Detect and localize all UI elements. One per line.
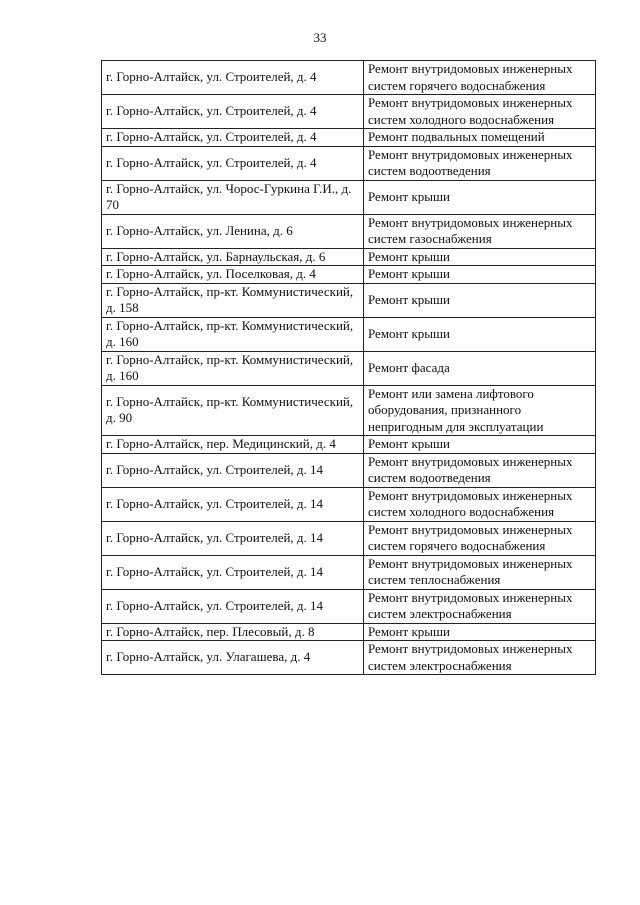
- table-row: [102, 641, 596, 675]
- table-row: [102, 214, 596, 248]
- work-type-cell: Ремонт крыши: [364, 248, 596, 266]
- work-type-cell: Ремонт внутридомовых инженерных систем холодного водоснабжения: [364, 487, 596, 521]
- address-cell: г. Горно-Алтайск, ул. Строителей, д. 4: [102, 129, 364, 147]
- address-cell: г. Горно-Алтайск, ул. Улагашева, д. 4: [102, 641, 364, 675]
- work-type-cell: Ремонт подвальных помещений: [364, 129, 596, 147]
- repair-table-container: [101, 60, 595, 675]
- work-type-cell: Ремонт внутридомовых инженерных систем электроснабжения: [364, 589, 596, 623]
- work-type-cell: Ремонт или замена лифтового оборудования, признанного непригодным для эксплуатации: [364, 385, 596, 436]
- address-cell: г. Горно-Алтайск, пр-кт. Коммунистический, д. 90: [102, 385, 364, 436]
- table-row: [102, 146, 596, 180]
- work-type-cell: Ремонт фасада: [364, 351, 596, 385]
- table-row: [102, 129, 596, 147]
- address-cell: г. Горно-Алтайск, ул. Строителей, д. 4: [102, 146, 364, 180]
- table-row: [102, 589, 596, 623]
- work-type-cell: Ремонт крыши: [364, 283, 596, 317]
- address-cell: г. Горно-Алтайск, ул. Строителей, д. 14: [102, 453, 364, 487]
- address-cell: г. Горно-Алтайск, ул. Строителей, д. 4: [102, 61, 364, 95]
- work-type-cell: Ремонт внутридомовых инженерных систем холодного водоснабжения: [364, 95, 596, 129]
- address-cell: г. Горно-Алтайск, ул. Строителей, д. 14: [102, 521, 364, 555]
- work-type-cell: Ремонт внутридомовых инженерных систем горячего водоснабжения: [364, 61, 596, 95]
- address-cell: г. Горно-Алтайск, ул. Строителей, д. 14: [102, 555, 364, 589]
- table-row: [102, 351, 596, 385]
- address-cell: г. Горно-Алтайск, пр-кт. Коммунистический, д. 160: [102, 317, 364, 351]
- table-row: [102, 555, 596, 589]
- work-type-cell: Ремонт крыши: [364, 180, 596, 214]
- work-type-cell: Ремонт внутридомовых инженерных систем горячего водоснабжения: [364, 521, 596, 555]
- table-row: [102, 385, 596, 436]
- table-row: [102, 248, 596, 266]
- table-row: [102, 317, 596, 351]
- address-cell: г. Горно-Алтайск, ул. Барнаульская, д. 6: [102, 248, 364, 266]
- table-row: [102, 266, 596, 284]
- address-cell: г. Горно-Алтайск, ул. Строителей, д. 14: [102, 589, 364, 623]
- repair-table-body: [102, 61, 596, 675]
- address-cell: г. Горно-Алтайск, пр-кт. Коммунистический, д. 158: [102, 283, 364, 317]
- work-type-cell: Ремонт внутридомовых инженерных систем водоотведения: [364, 453, 596, 487]
- table-row: [102, 61, 596, 95]
- address-cell: г. Горно-Алтайск, ул. Чорос-Гуркина Г.И., д. 70: [102, 180, 364, 214]
- address-cell: г. Горно-Алтайск, ул. Поселковая, д. 4: [102, 266, 364, 284]
- table-row: [102, 436, 596, 454]
- table-row: [102, 453, 596, 487]
- work-type-cell: Ремонт внутридомовых инженерных систем газоснабжения: [364, 214, 596, 248]
- table-row: [102, 521, 596, 555]
- work-type-cell: Ремонт внутридомовых инженерных систем теплоснабжения: [364, 555, 596, 589]
- address-cell: г. Горно-Алтайск, пер. Медицинский, д. 4: [102, 436, 364, 454]
- table-row: [102, 623, 596, 641]
- work-type-cell: Ремонт крыши: [364, 623, 596, 641]
- repair-table: [101, 60, 596, 675]
- address-cell: г. Горно-Алтайск, пер. Плесовый, д. 8: [102, 623, 364, 641]
- work-type-cell: Ремонт крыши: [364, 317, 596, 351]
- address-cell: г. Горно-Алтайск, ул. Ленина, д. 6: [102, 214, 364, 248]
- address-cell: г. Горно-Алтайск, пр-кт. Коммунистический, д. 160: [102, 351, 364, 385]
- work-type-cell: Ремонт крыши: [364, 266, 596, 284]
- address-cell: г. Горно-Алтайск, ул. Строителей, д. 4: [102, 95, 364, 129]
- work-type-cell: Ремонт внутридомовых инженерных систем водоотведения: [364, 146, 596, 180]
- work-type-cell: Ремонт крыши: [364, 436, 596, 454]
- table-row: [102, 180, 596, 214]
- work-type-cell: Ремонт внутридомовых инженерных систем электроснабжения: [364, 641, 596, 675]
- table-row: [102, 95, 596, 129]
- table-row: [102, 283, 596, 317]
- page-number: 33: [313, 30, 327, 45]
- address-cell: г. Горно-Алтайск, ул. Строителей, д. 14: [102, 487, 364, 521]
- table-row: [102, 487, 596, 521]
